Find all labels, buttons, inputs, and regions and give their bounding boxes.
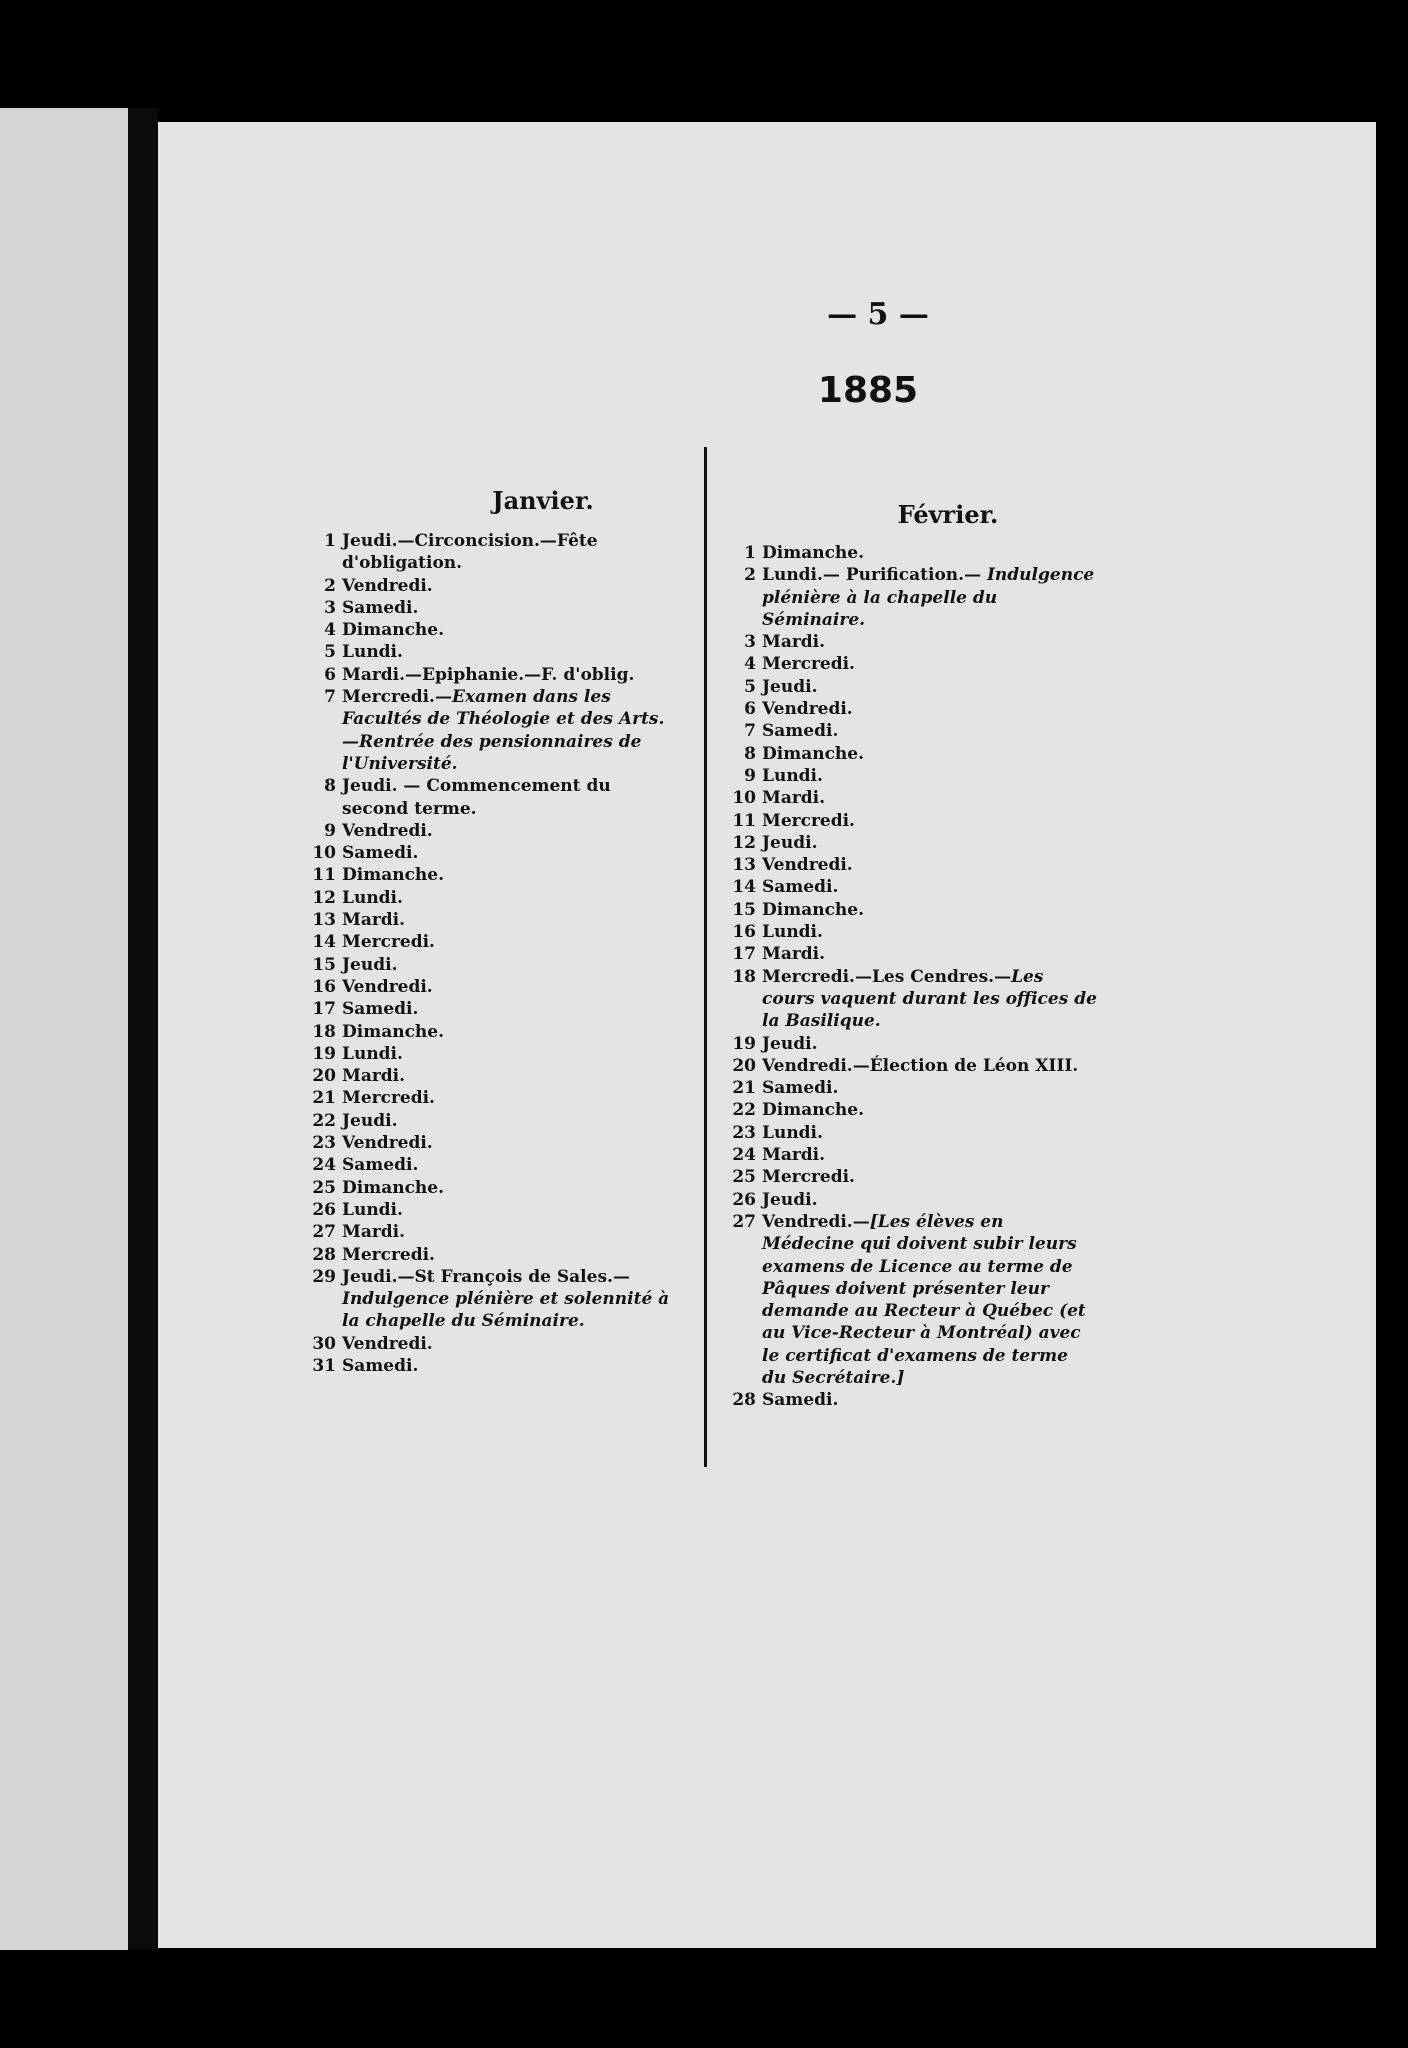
calendar-entry xyxy=(698,564,1098,631)
calendar-entry xyxy=(698,1211,1098,1389)
day-number: 4 xyxy=(744,654,756,675)
day-description xyxy=(762,631,1098,653)
calendar-entry xyxy=(698,1099,1098,1121)
day-text: Dimanche. xyxy=(342,1177,445,1198)
day-text: Jeudi. — Commencement du second terme. xyxy=(342,776,611,819)
day-description xyxy=(342,775,678,820)
day-number: 2 xyxy=(744,565,756,586)
day-description xyxy=(342,619,678,641)
calendar-entry xyxy=(278,1221,678,1243)
day-number: 31 xyxy=(312,1355,336,1376)
day-text: Jeudi.—Circoncision.—Fête d'obligation. xyxy=(342,531,598,574)
calendar-entry xyxy=(698,810,1098,832)
year-heading: 1885 xyxy=(817,370,919,411)
day-number: 8 xyxy=(744,743,756,764)
day-description xyxy=(762,1166,1098,1188)
day-number: 28 xyxy=(312,1244,336,1265)
calendar-entry xyxy=(698,1033,1098,1055)
day-number: 26 xyxy=(312,1199,336,1220)
day-text: Vendredi. xyxy=(342,1133,433,1154)
day-text: Dimanche. xyxy=(342,620,445,641)
day-description xyxy=(762,966,1098,1033)
day-text: Mardi. xyxy=(762,632,826,653)
day-description xyxy=(342,1087,678,1109)
day-note: Indulgence plénière à la chapelle du Séminaire. xyxy=(762,565,1095,630)
calendar-entry xyxy=(698,676,1098,698)
day-description xyxy=(762,1389,1098,1411)
day-text: Vendredi. xyxy=(762,855,853,876)
day-description xyxy=(342,1021,678,1043)
calendar-entry xyxy=(698,943,1098,965)
facing-page xyxy=(0,108,132,1950)
day-number: 13 xyxy=(732,855,756,876)
day-description xyxy=(762,564,1098,631)
day-number: 24 xyxy=(312,1155,336,1176)
fevrier-day-list xyxy=(698,542,1098,1412)
day-number: 3 xyxy=(744,632,756,653)
day-description xyxy=(762,676,1098,698)
day-number: 13 xyxy=(312,910,336,931)
day-text: Mercredi. xyxy=(342,932,435,953)
calendar-page xyxy=(158,122,1376,1948)
day-text: Jeudi.—St François de Sales.— xyxy=(342,1266,630,1287)
day-description xyxy=(342,887,678,909)
day-description xyxy=(342,842,678,864)
day-description xyxy=(342,597,678,619)
day-text: Lundi. xyxy=(342,642,403,663)
day-text: Mardi. xyxy=(342,1066,406,1087)
calendar-entry xyxy=(278,575,678,597)
day-description xyxy=(762,698,1098,720)
day-description xyxy=(762,1055,1098,1077)
day-description xyxy=(342,1266,678,1333)
day-description xyxy=(762,899,1098,921)
day-number: 25 xyxy=(732,1167,756,1188)
day-text: Lundi. xyxy=(762,922,823,943)
calendar-entry xyxy=(698,787,1098,809)
day-text: Lundi. xyxy=(342,1199,403,1220)
day-number: 20 xyxy=(732,1055,756,1076)
day-text: Mercredi. xyxy=(762,654,855,675)
day-number: 28 xyxy=(732,1390,756,1411)
calendar-entry xyxy=(278,1065,678,1087)
day-number: 23 xyxy=(732,1122,756,1143)
day-text: Samedi. xyxy=(342,843,419,864)
day-text: Mercredi.— xyxy=(342,687,452,708)
day-description xyxy=(342,1333,678,1355)
page-gutter xyxy=(128,108,158,1950)
day-description xyxy=(762,720,1098,742)
day-description xyxy=(762,943,1098,965)
day-description xyxy=(762,854,1098,876)
calendar-entry xyxy=(278,597,678,619)
day-number: 23 xyxy=(312,1133,336,1154)
day-description xyxy=(342,1244,678,1266)
day-description xyxy=(762,876,1098,898)
calendar-entry xyxy=(278,1244,678,1266)
day-number: 19 xyxy=(312,1043,336,1064)
day-number: 4 xyxy=(324,620,336,641)
day-text: Dimanche. xyxy=(762,899,865,920)
day-number: 15 xyxy=(732,899,756,920)
day-number: 24 xyxy=(732,1145,756,1166)
calendar-entry xyxy=(698,832,1098,854)
day-text: Mercredi. xyxy=(342,1244,435,1265)
day-number: 2 xyxy=(324,575,336,596)
day-description xyxy=(762,1144,1098,1166)
day-description xyxy=(342,1355,678,1377)
day-text: Lundi. xyxy=(762,1122,823,1143)
calendar-entry xyxy=(698,1055,1098,1077)
day-text: Mercredi. xyxy=(342,1088,435,1109)
day-description xyxy=(762,921,1098,943)
day-number: 16 xyxy=(732,922,756,943)
day-description xyxy=(762,1211,1098,1389)
day-number: 27 xyxy=(312,1222,336,1243)
calendar-entry xyxy=(698,720,1098,742)
calendar-entry xyxy=(278,931,678,953)
day-text: Vendredi. xyxy=(342,1333,433,1354)
calendar-entry xyxy=(278,1355,678,1377)
calendar-entry xyxy=(698,743,1098,765)
day-number: 5 xyxy=(744,676,756,697)
day-text: Mardi. xyxy=(342,910,406,931)
day-text: Jeudi. xyxy=(342,1110,398,1131)
day-description xyxy=(762,765,1098,787)
calendar-entry xyxy=(278,954,678,976)
day-description xyxy=(762,787,1098,809)
calendar-entry xyxy=(278,664,678,686)
day-description xyxy=(342,1132,678,1154)
calendar-entry xyxy=(698,1166,1098,1188)
day-number: 20 xyxy=(312,1066,336,1087)
day-note: Indulgence plénière et solennité à la chapelle du Séminaire. xyxy=(342,1289,670,1332)
calendar-entry xyxy=(698,698,1098,720)
calendar-entry xyxy=(278,1199,678,1221)
day-text: Vendredi.— xyxy=(762,1211,870,1232)
calendar-entry xyxy=(278,864,678,886)
day-number: 21 xyxy=(312,1088,336,1109)
day-number: 7 xyxy=(744,721,756,742)
day-description xyxy=(762,1099,1098,1121)
calendar-entry xyxy=(278,1266,678,1333)
day-number: 15 xyxy=(312,954,336,975)
day-description xyxy=(342,1199,678,1221)
day-number: 10 xyxy=(312,843,336,864)
day-description xyxy=(762,1033,1098,1055)
day-number: 9 xyxy=(324,820,336,841)
calendar-entry xyxy=(278,1043,678,1065)
day-text: Dimanche. xyxy=(342,1021,445,1042)
calendar-entry xyxy=(698,1144,1098,1166)
day-description xyxy=(762,1077,1098,1099)
calendar-entry xyxy=(278,887,678,909)
janvier-day-list xyxy=(278,530,678,1377)
day-number: 22 xyxy=(312,1110,336,1131)
day-text: Mardi. xyxy=(762,944,826,965)
day-text: Dimanche. xyxy=(342,865,445,886)
day-note: [Les élèves en Médecine qui doivent subir leurs examens de Licence au terme de Pâques doivent présenter leur demande au Recteur à Québec (et au Vice-Recteur à Montréal) avec le certificat d'examens de terme du Secrétaire.] xyxy=(762,1211,1086,1388)
day-number: 17 xyxy=(312,999,336,1020)
day-text: Dimanche. xyxy=(762,1100,865,1121)
calendar-entry xyxy=(278,775,678,820)
day-number: 26 xyxy=(732,1189,756,1210)
day-text: Lundi. xyxy=(342,1043,403,1064)
calendar-entry xyxy=(278,1087,678,1109)
day-number: 5 xyxy=(324,642,336,663)
day-text: Samedi. xyxy=(762,877,839,898)
day-description xyxy=(342,909,678,931)
day-number: 18 xyxy=(732,966,756,987)
day-number: 12 xyxy=(732,832,756,853)
day-number: 11 xyxy=(732,810,756,831)
day-text: Mercredi.—Les Cendres.— xyxy=(762,966,1012,987)
day-number: 30 xyxy=(312,1333,336,1354)
day-description xyxy=(762,1189,1098,1211)
calendar-entry xyxy=(698,966,1098,1033)
day-text: Jeudi. xyxy=(342,954,398,975)
day-number: 7 xyxy=(324,687,336,708)
day-text: Samedi. xyxy=(342,1355,419,1376)
day-text: Samedi. xyxy=(762,1078,839,1099)
calendar-entry xyxy=(698,1189,1098,1211)
day-description xyxy=(342,1177,678,1199)
day-description xyxy=(342,1043,678,1065)
day-description xyxy=(342,686,678,775)
day-number: 22 xyxy=(732,1100,756,1121)
day-description xyxy=(342,954,678,976)
calendar-entry xyxy=(278,998,678,1020)
day-description xyxy=(342,1221,678,1243)
calendar-entry xyxy=(278,1110,678,1132)
day-text: Lundi. xyxy=(342,887,403,908)
day-text: Mercredi. xyxy=(762,810,855,831)
day-description xyxy=(342,1110,678,1132)
calendar-entry xyxy=(278,820,678,842)
calendar-entry xyxy=(698,876,1098,898)
calendar-entry xyxy=(278,686,678,775)
day-number: 17 xyxy=(732,944,756,965)
day-number: 8 xyxy=(324,776,336,797)
calendar-entry xyxy=(278,641,678,663)
day-description xyxy=(342,998,678,1020)
day-description xyxy=(342,1154,678,1176)
day-number: 19 xyxy=(732,1033,756,1054)
day-text: Dimanche. xyxy=(762,743,865,764)
day-text: Vendredi. xyxy=(342,575,433,596)
day-description xyxy=(762,653,1098,675)
calendar-entry xyxy=(698,1122,1098,1144)
day-description xyxy=(762,743,1098,765)
page-number: — 5 — xyxy=(827,297,929,332)
day-description xyxy=(342,820,678,842)
day-text: Jeudi. xyxy=(762,1033,818,1054)
day-number: 14 xyxy=(312,932,336,953)
day-note: Les cours vaquent durant les offices de la Basilique. xyxy=(762,966,1097,1032)
day-number: 10 xyxy=(732,788,756,809)
day-number: 18 xyxy=(312,1021,336,1042)
day-number: 3 xyxy=(324,597,336,618)
day-description xyxy=(342,641,678,663)
day-description xyxy=(342,864,678,886)
day-text: Vendredi. xyxy=(342,976,433,997)
day-text: Samedi. xyxy=(762,721,839,742)
calendar-entry xyxy=(278,1154,678,1176)
day-description xyxy=(762,832,1098,854)
day-number: 1 xyxy=(324,531,336,551)
calendar-entry xyxy=(698,631,1098,653)
month-title-janvier: Janvier. xyxy=(492,486,594,515)
day-text: Samedi. xyxy=(342,597,419,618)
day-description xyxy=(342,530,678,575)
day-description xyxy=(762,542,1098,564)
calendar-entry xyxy=(278,1333,678,1355)
day-description xyxy=(342,976,678,998)
day-number: 12 xyxy=(312,887,336,908)
calendar-entry xyxy=(278,909,678,931)
calendar-entry xyxy=(698,921,1098,943)
day-number: 6 xyxy=(744,699,756,720)
day-note: Examen dans les Facultés de Théologie et des Arts.—Rentrée des pensionnaires de l'Université. xyxy=(342,687,665,774)
day-text: Jeudi. xyxy=(762,832,818,853)
day-text: Samedi. xyxy=(342,1155,419,1176)
day-text: Dimanche. xyxy=(762,543,865,563)
calendar-entry xyxy=(698,1389,1098,1411)
day-description xyxy=(762,810,1098,832)
day-text: Vendredi. xyxy=(342,820,433,841)
day-text: Samedi. xyxy=(342,999,419,1020)
calendar-entry xyxy=(698,899,1098,921)
day-number: 16 xyxy=(312,976,336,997)
day-text: Jeudi. xyxy=(762,676,818,697)
day-number: 1 xyxy=(744,543,756,563)
day-description xyxy=(342,664,678,686)
day-text: Mardi. xyxy=(342,1222,406,1243)
calendar-entry xyxy=(698,1077,1098,1099)
month-title-fevrier: Février. xyxy=(897,500,999,529)
calendar-entry xyxy=(278,1021,678,1043)
day-text: Lundi. xyxy=(762,765,823,786)
day-number: 11 xyxy=(312,865,336,886)
day-number: 14 xyxy=(732,877,756,898)
day-description xyxy=(342,931,678,953)
day-text: Mercredi. xyxy=(762,1167,855,1188)
day-text: Vendredi.—Élection de Léon XIII. xyxy=(762,1055,1079,1076)
day-description xyxy=(342,1065,678,1087)
day-number: 25 xyxy=(312,1177,336,1198)
day-number: 21 xyxy=(732,1078,756,1099)
day-description xyxy=(342,575,678,597)
calendar-entry xyxy=(698,765,1098,787)
day-description xyxy=(762,1122,1098,1144)
day-text: Samedi. xyxy=(762,1390,839,1411)
day-number: 29 xyxy=(312,1266,336,1287)
day-text: Lundi.— Purification.— xyxy=(762,565,987,586)
day-number: 9 xyxy=(744,765,756,786)
day-text: Mardi. xyxy=(762,788,826,809)
calendar-entry xyxy=(278,1132,678,1154)
calendar-entry xyxy=(278,1177,678,1199)
calendar-entry xyxy=(278,842,678,864)
calendar-entry xyxy=(278,619,678,641)
day-number: 6 xyxy=(324,664,336,685)
calendar-entry xyxy=(278,530,678,575)
calendar-entry xyxy=(698,854,1098,876)
day-text: Mardi.—Epiphanie.—F. d'oblig. xyxy=(342,664,635,685)
calendar-entry xyxy=(278,976,678,998)
calendar-entry xyxy=(698,542,1098,564)
calendar-entry xyxy=(698,653,1098,675)
day-text: Vendredi. xyxy=(762,699,853,720)
day-text: Jeudi. xyxy=(762,1189,818,1210)
day-text: Mardi. xyxy=(762,1145,826,1166)
day-number: 27 xyxy=(732,1211,756,1232)
